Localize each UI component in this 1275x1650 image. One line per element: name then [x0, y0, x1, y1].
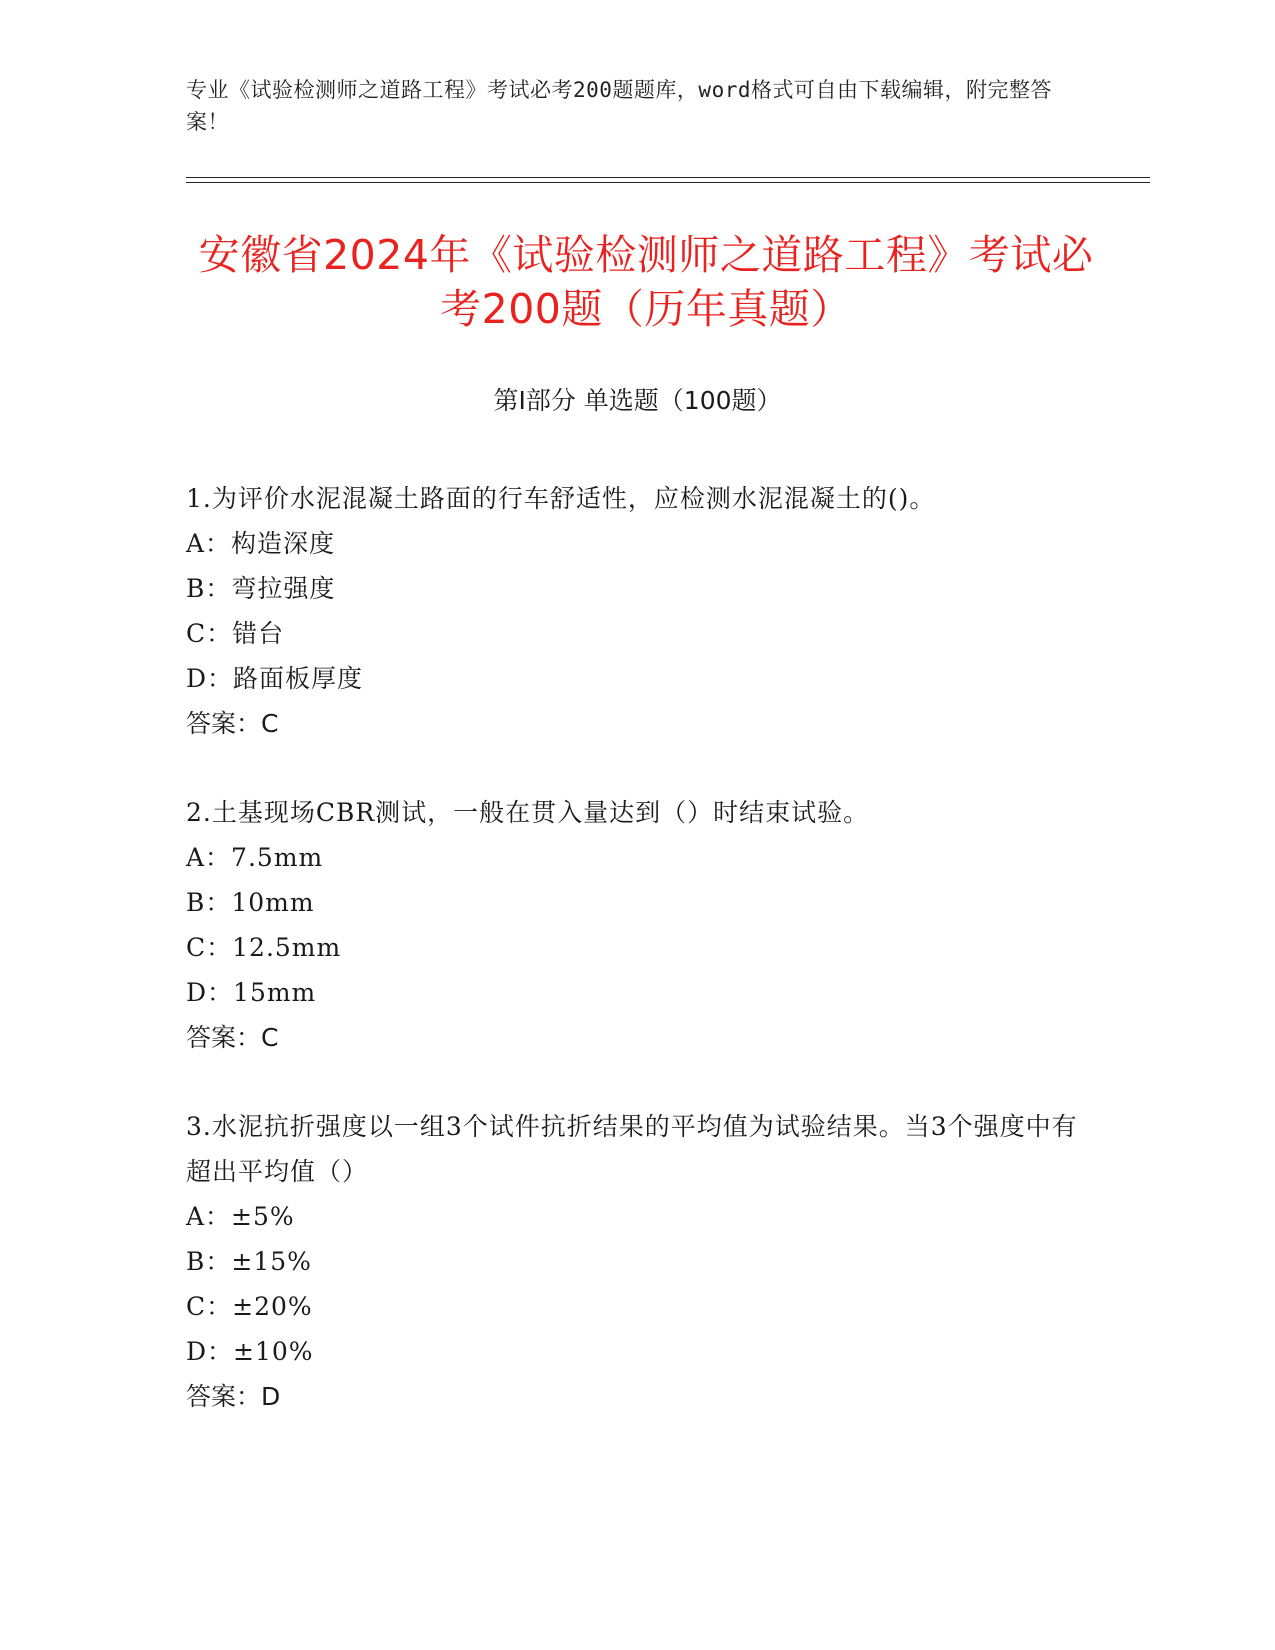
- question-stem: 1.为评价水泥混凝土路面的行车舒适性，应检测水泥混凝土的()。: [186, 484, 936, 513]
- header-rule-top: [186, 177, 1150, 178]
- question-list: [186, 476, 1086, 1463]
- header-note: 专业《试验检测师之道路工程》考试必考200题题库，word格式可自由下载编辑，附完整答案！: [186, 78, 1052, 134]
- option-a: A：±5%: [186, 1202, 295, 1231]
- section-title: 第I部分 单选题（100题）: [493, 386, 782, 415]
- option-d: D：15mm: [186, 978, 317, 1007]
- option-d: D：±10%: [186, 1337, 314, 1366]
- answer: 答案：C: [186, 1023, 279, 1052]
- option-c: C：±20%: [186, 1292, 313, 1321]
- answer: 答案：C: [186, 709, 279, 738]
- header-rule-bottom: [186, 182, 1150, 183]
- answer: 答案：D: [186, 1382, 281, 1411]
- question-1: [186, 476, 1086, 746]
- option-b: B：弯拉强度: [186, 574, 336, 603]
- option-b: B：10mm: [186, 888, 315, 917]
- question-3: [186, 1104, 1086, 1419]
- option-b: B：±15%: [186, 1247, 312, 1276]
- question-stem: 3.水泥抗折强度以一组3个试件抗折结果的平均值为试验结果。当3个强度中有超出平均值（）: [186, 1112, 1078, 1186]
- option-c: C：错台: [186, 619, 285, 648]
- option-a: A：构造深度: [186, 529, 336, 558]
- option-a: A：7.5mm: [186, 843, 324, 872]
- question-stem: 2.土基现场CBR测试，一般在贯入量达到（）时结束试验。: [186, 798, 870, 827]
- option-c: C：12.5mm: [186, 933, 342, 962]
- document-title: 安徽省2024年《试验检测师之道路工程》考试必考200题（历年真题）: [198, 231, 1094, 333]
- option-d: D：路面板厚度: [186, 664, 364, 693]
- question-2: [186, 790, 1086, 1060]
